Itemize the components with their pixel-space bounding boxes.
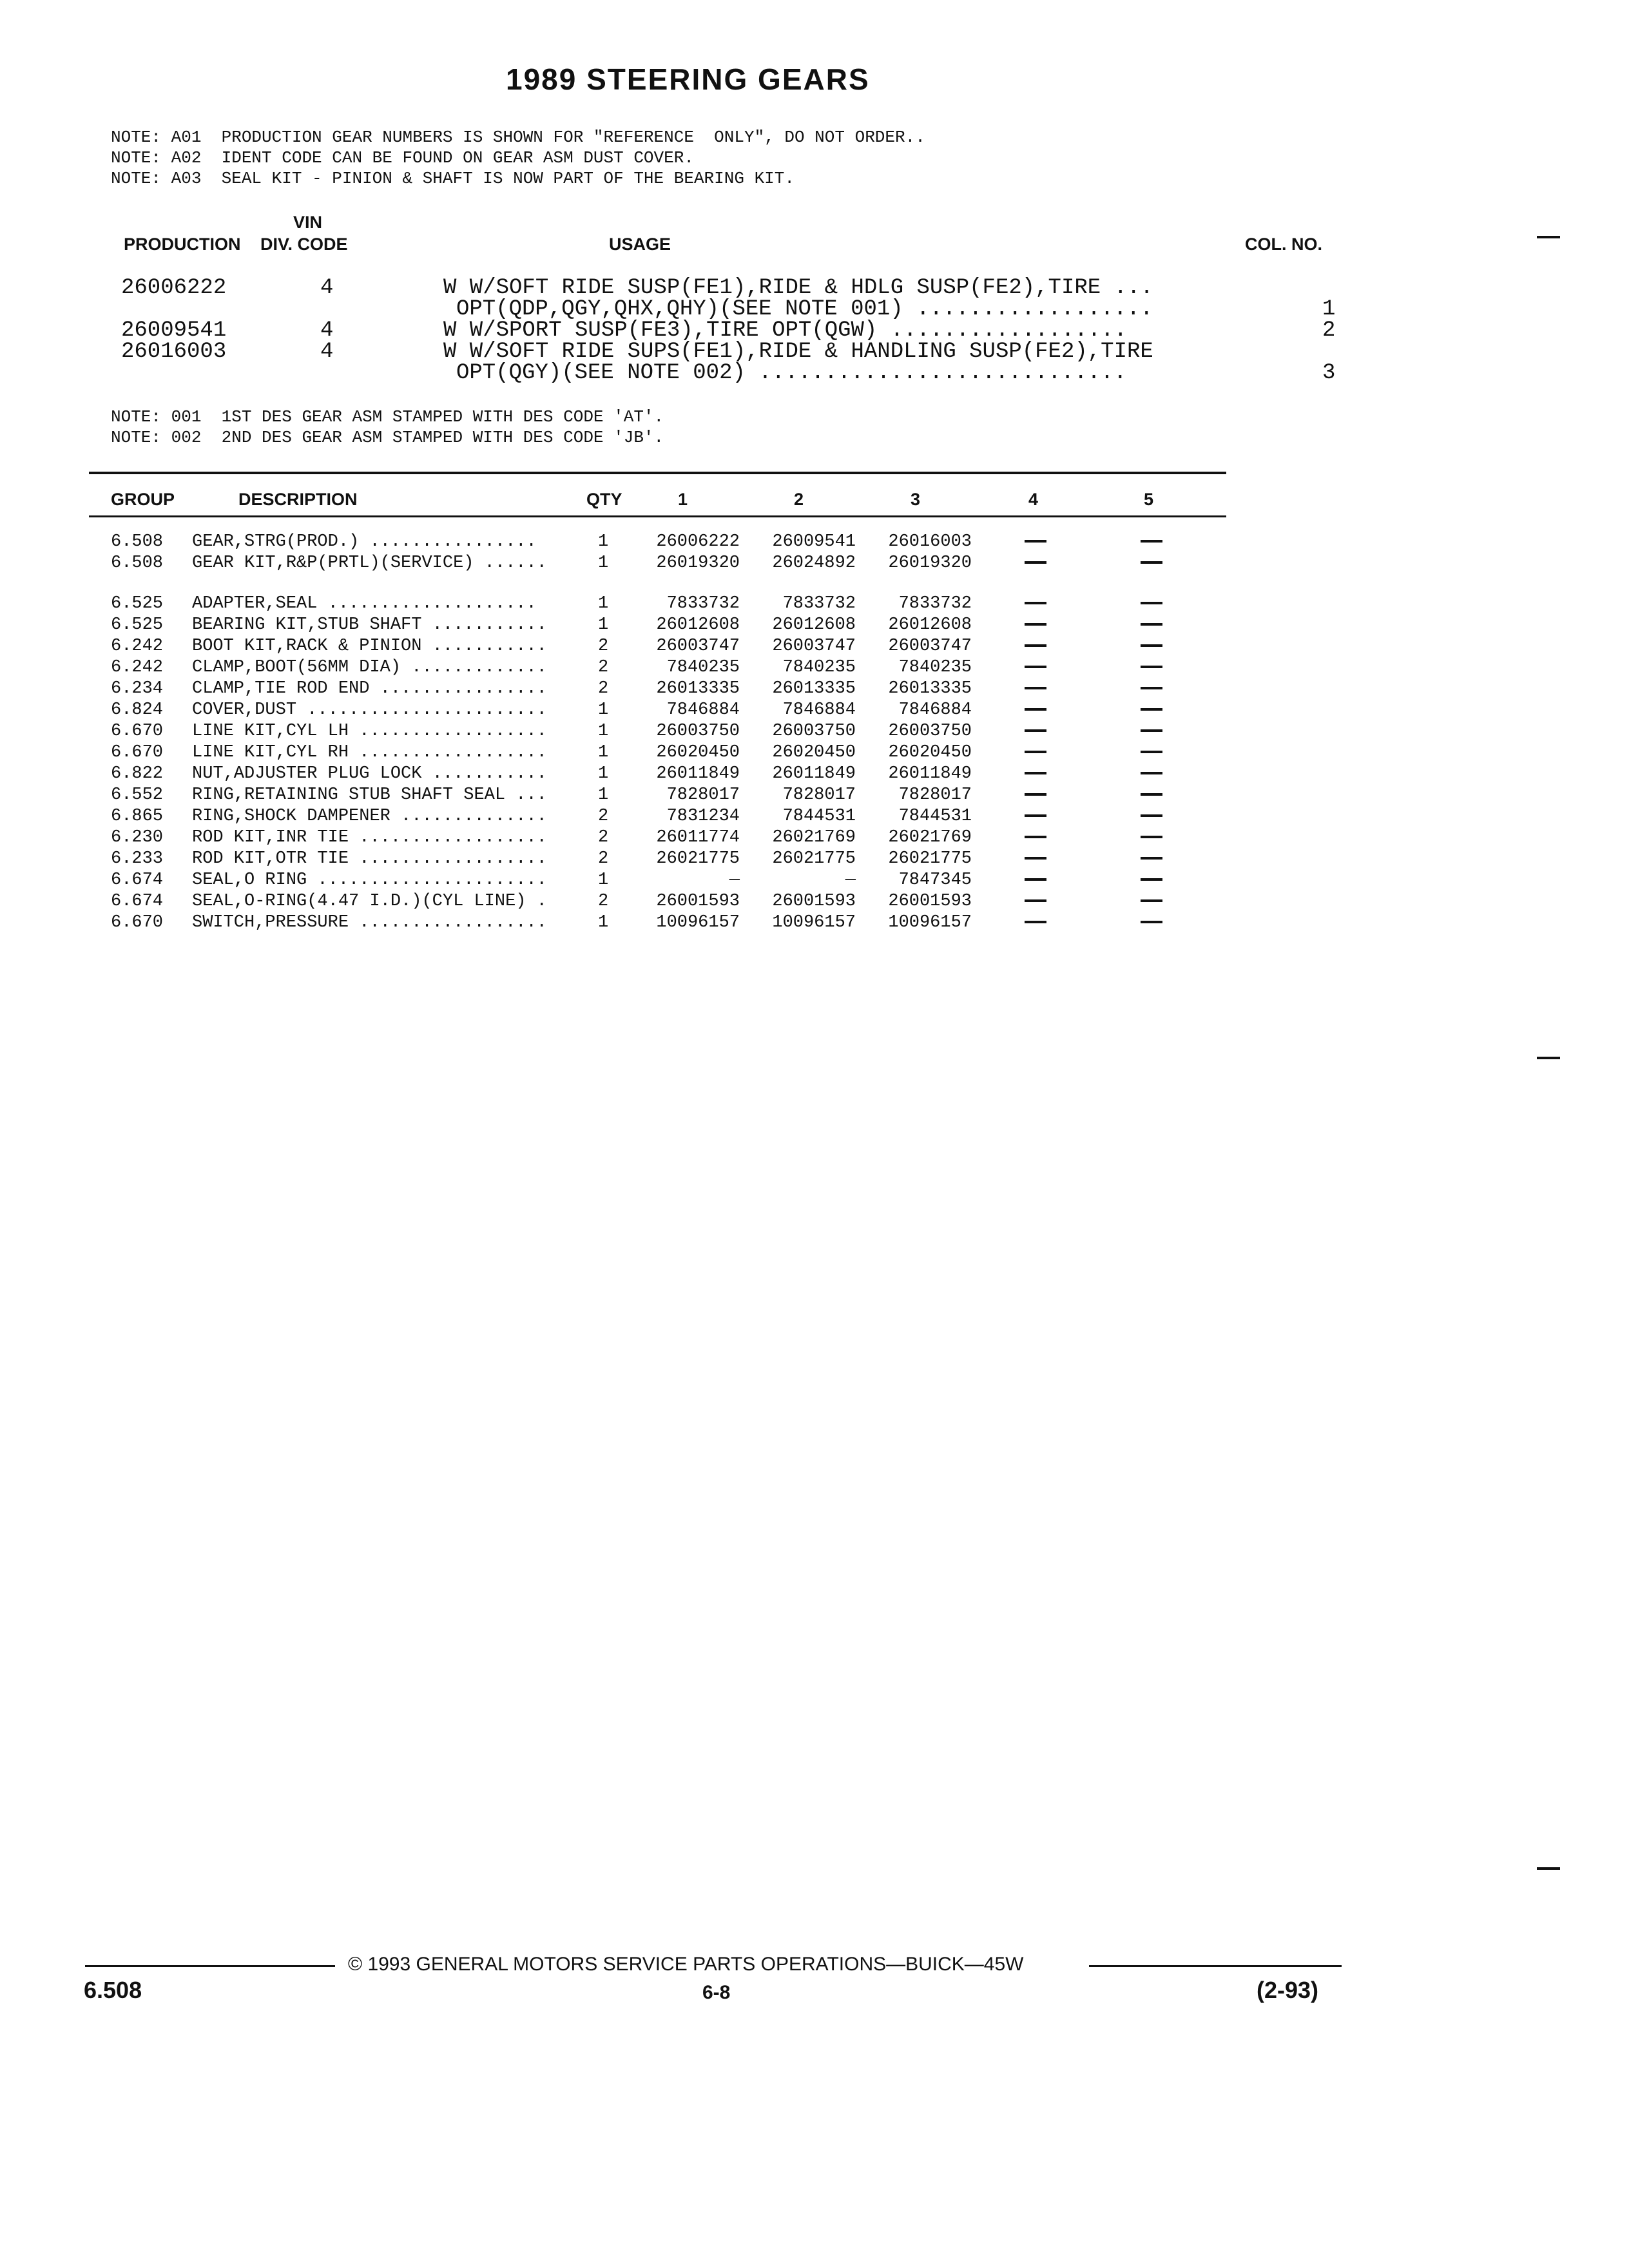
qty-cell: 1 [598, 594, 609, 613]
page-number: 6-8 [702, 1982, 731, 2003]
group-cell: 6.670 [111, 722, 164, 741]
part-number-cell: 26019320 [888, 553, 972, 573]
part-number-cell: 7840235 [782, 658, 856, 677]
description-cell: NUT,ADJUSTER PLUG LOCK ........... [192, 764, 547, 783]
group-cell: 6.670 [111, 743, 164, 762]
qty-cell: 1 [598, 615, 609, 635]
production-number: 26006222 [121, 276, 227, 300]
part-number-cell: 26009541 [772, 532, 856, 552]
part-number-cell: 7844531 [898, 807, 972, 826]
description-cell: BOOT KIT,RACK & PINION ........... [192, 637, 547, 656]
part-number-cell: 7833732 [782, 594, 856, 613]
part-number-cell: — [729, 870, 740, 890]
part-number-cell: 26020450 [772, 743, 856, 762]
description-header: DESCRIPTION [238, 490, 358, 509]
part-number-cell: 7840235 [666, 658, 740, 677]
part-number-cell: 7844531 [782, 807, 856, 826]
group-cell: 6.525 [111, 594, 164, 613]
description-cell: SWITCH,PRESSURE .................. [192, 913, 547, 932]
group-cell: 6.674 [111, 892, 164, 911]
part-number-cell: 7833732 [898, 594, 972, 613]
part-number-cell: 26020450 [656, 743, 740, 762]
empty-column-dash [1141, 708, 1162, 711]
div-code: 4 [320, 340, 334, 364]
qty-cell: 2 [598, 849, 609, 869]
page-title: 1989 STEERING GEARS [506, 62, 870, 96]
group-cell: 6.824 [111, 700, 164, 720]
description-cell: SEAL,O RING ...................... [192, 870, 547, 890]
part-number-cell: 26011849 [656, 764, 740, 783]
group-cell: 6.674 [111, 870, 164, 890]
empty-column-dash [1025, 751, 1046, 753]
part-number-cell: 26021775 [888, 849, 972, 869]
production-number: 26009541 [121, 318, 227, 343]
part-number-cell: 26001593 [656, 892, 740, 911]
empty-column-dash [1025, 687, 1046, 689]
qty-cell: 1 [598, 913, 609, 932]
revision-date: (2-93) [1257, 1977, 1319, 2003]
margin-mark [1537, 1867, 1560, 1870]
empty-column-dash [1025, 623, 1046, 626]
part-number-cell: 7846884 [782, 700, 856, 720]
col-2-header: 2 [794, 490, 804, 509]
col-number: 1 [1322, 297, 1336, 322]
part-number-cell: 26021769 [888, 828, 972, 847]
qty-cell: 1 [598, 743, 609, 762]
part-number-cell: 7831234 [666, 807, 740, 826]
empty-column-dash [1025, 729, 1046, 732]
footer-rule-left [85, 1965, 335, 1967]
col-number: 2 [1322, 318, 1336, 343]
col-1-header: 1 [678, 490, 688, 509]
note-002: NOTE: 002 2ND DES GEAR ASM STAMPED WITH DES CODE 'JB'. [111, 428, 664, 447]
div-code: 4 [320, 318, 334, 343]
group-cell: 6.552 [111, 785, 164, 805]
part-number-cell: 7828017 [898, 785, 972, 805]
description-cell: LINE KIT,CYL RH .................. [192, 743, 547, 762]
col-4-header: 4 [1028, 490, 1039, 509]
part-number-cell: 26003747 [772, 637, 856, 656]
part-number-cell: 7846884 [666, 700, 740, 720]
group-cell: 6.234 [111, 679, 164, 698]
col-3-header: 3 [911, 490, 921, 509]
table-top-rule [89, 472, 1226, 474]
description-cell: LINE KIT,CYL LH .................. [192, 722, 547, 741]
part-number-cell: 26006222 [656, 532, 740, 552]
part-number-cell: 26003750 [888, 722, 972, 741]
empty-column-dash [1025, 836, 1046, 838]
empty-column-dash [1141, 729, 1162, 732]
empty-column-dash [1141, 793, 1162, 796]
part-number-cell: 26001593 [772, 892, 856, 911]
note-a02: NOTE: A02 IDENT CODE CAN BE FOUND ON GEAR ASM DUST COVER. [111, 148, 694, 168]
qty-cell: 1 [598, 764, 609, 783]
part-number-cell: 7846884 [898, 700, 972, 720]
empty-column-dash [1141, 899, 1162, 902]
part-number-cell: 26016003 [888, 532, 972, 552]
part-number-cell: 26021769 [772, 828, 856, 847]
description-cell: GEAR KIT,R&P(PRTL)(SERVICE) ...... [192, 553, 547, 573]
production-header: PRODUCTION [124, 235, 241, 254]
col-5-header: 5 [1144, 490, 1154, 509]
group-cell: 6.242 [111, 637, 164, 656]
empty-column-dash [1141, 878, 1162, 881]
group-cell: 6.670 [111, 913, 164, 932]
description-cell: ADAPTER,SEAL .................... [192, 594, 537, 613]
qty-cell: 1 [598, 722, 609, 741]
group-header: GROUP [111, 490, 175, 509]
usage-line: OPT(QDP,QGY,QHX,QHY)(SEE NOTE 001) .................. [456, 297, 1153, 322]
group-cell: 6.508 [111, 532, 164, 552]
part-number-cell: 26020450 [888, 743, 972, 762]
usage-line: W W/SPORT SUSP(FE3),TIRE OPT(QGW) .................. [443, 318, 1127, 343]
empty-column-dash [1025, 878, 1046, 881]
group-code: 6.508 [84, 1977, 142, 2003]
description-cell: SEAL,O-RING(4.47 I.D.)(CYL LINE) . [192, 892, 547, 911]
usage-line: W W/SOFT RIDE SUPS(FE1),RIDE & HANDLING SUSP(FE2),TIRE [443, 340, 1153, 364]
usage-line: W W/SOFT RIDE SUSP(FE1),RIDE & HDLG SUSP(FE2),TIRE ... [443, 276, 1153, 300]
empty-column-dash [1025, 666, 1046, 668]
qty-header: QTY [586, 490, 622, 509]
part-number-cell: 7840235 [898, 658, 972, 677]
part-number-cell: 26013335 [656, 679, 740, 698]
qty-cell: 1 [598, 532, 609, 552]
qty-cell: 1 [598, 553, 609, 573]
empty-column-dash [1025, 540, 1046, 543]
part-number-cell: 10096157 [888, 913, 972, 932]
qty-cell: 1 [598, 870, 609, 890]
part-number-cell: 10096157 [656, 913, 740, 932]
empty-column-dash [1141, 666, 1162, 668]
part-number-cell: 26021775 [656, 849, 740, 869]
empty-column-dash [1025, 708, 1046, 711]
part-number-cell: 26011774 [656, 828, 740, 847]
note-a03: NOTE: A03 SEAL KIT - PINION & SHAFT IS NOW PART OF THE BEARING KIT. [111, 169, 795, 188]
empty-column-dash [1141, 602, 1162, 604]
empty-column-dash [1025, 561, 1046, 564]
description-cell: ROD KIT,OTR TIE .................. [192, 849, 547, 869]
part-number-cell: 26013335 [772, 679, 856, 698]
part-number-cell: 26013335 [888, 679, 972, 698]
part-number-cell: 10096157 [772, 913, 856, 932]
part-number-cell: 7828017 [782, 785, 856, 805]
margin-mark [1537, 1057, 1560, 1059]
qty-cell: 2 [598, 828, 609, 847]
qty-cell: 2 [598, 658, 609, 677]
part-number-cell: 26011849 [888, 764, 972, 783]
empty-column-dash [1141, 623, 1162, 626]
qty-cell: 2 [598, 637, 609, 656]
empty-column-dash [1025, 814, 1046, 817]
part-number-cell: 26011849 [772, 764, 856, 783]
part-number-cell: 26003747 [656, 637, 740, 656]
empty-column-dash [1025, 793, 1046, 796]
copyright: © 1993 GENERAL MOTORS SERVICE PARTS OPERATIONS—BUICK—45W [348, 1954, 1024, 1975]
empty-column-dash [1141, 561, 1162, 564]
usage-line: OPT(QGY)(SEE NOTE 002) ............................ [456, 361, 1127, 385]
col-number: 3 [1322, 361, 1336, 385]
qty-cell: 1 [598, 785, 609, 805]
part-number-cell: 26012608 [772, 615, 856, 635]
empty-column-dash [1025, 899, 1046, 902]
qty-cell: 2 [598, 807, 609, 826]
margin-mark [1537, 236, 1560, 238]
empty-column-dash [1141, 814, 1162, 817]
empty-column-dash [1141, 836, 1162, 838]
empty-column-dash [1141, 857, 1162, 860]
group-cell: 6.230 [111, 828, 164, 847]
qty-cell: 2 [598, 679, 609, 698]
group-cell: 6.242 [111, 658, 164, 677]
part-number-cell: 26003747 [888, 637, 972, 656]
group-cell: 6.508 [111, 553, 164, 573]
empty-column-dash [1141, 540, 1162, 543]
part-number-cell: 7847345 [898, 870, 972, 890]
group-cell: 6.525 [111, 615, 164, 635]
empty-column-dash [1025, 644, 1046, 647]
description-cell: ROD KIT,INR TIE .................. [192, 828, 547, 847]
production-number: 26016003 [121, 340, 227, 364]
qty-cell: 2 [598, 892, 609, 911]
vin-header: VIN [293, 213, 323, 232]
empty-column-dash [1025, 772, 1046, 774]
empty-column-dash [1141, 772, 1162, 774]
part-number-cell: 26003750 [656, 722, 740, 741]
part-number-cell: 26001593 [888, 892, 972, 911]
part-number-cell: 26012608 [656, 615, 740, 635]
group-cell: 6.233 [111, 849, 164, 869]
col-no-header: COL. NO. [1245, 235, 1322, 254]
empty-column-dash [1141, 687, 1162, 689]
part-number-cell: 26003750 [772, 722, 856, 741]
footer-rule-right [1089, 1965, 1342, 1967]
note-001: NOTE: 001 1ST DES GEAR ASM STAMPED WITH DES CODE 'AT'. [111, 407, 664, 427]
part-number-cell: — [845, 870, 856, 890]
empty-column-dash [1141, 921, 1162, 923]
empty-column-dash [1141, 751, 1162, 753]
table-header-rule [89, 515, 1226, 517]
part-number-cell: 7833732 [666, 594, 740, 613]
description-cell: RING,RETAINING STUB SHAFT SEAL ... [192, 785, 547, 805]
description-cell: RING,SHOCK DAMPENER .............. [192, 807, 547, 826]
description-cell: CLAMP,BOOT(56MM DIA) ............. [192, 658, 547, 677]
empty-column-dash [1141, 644, 1162, 647]
group-cell: 6.822 [111, 764, 164, 783]
description-cell: COVER,DUST ....................... [192, 700, 547, 720]
description-cell: BEARING KIT,STUB SHAFT ........... [192, 615, 547, 635]
part-number-cell: 26019320 [656, 553, 740, 573]
div-code: 4 [320, 276, 334, 300]
description-cell: CLAMP,TIE ROD END ................ [192, 679, 547, 698]
group-cell: 6.865 [111, 807, 164, 826]
empty-column-dash [1025, 602, 1046, 604]
note-a01: NOTE: A01 PRODUCTION GEAR NUMBERS IS SHOWN FOR "REFERENCE ONLY", DO NOT ORDER.. [111, 128, 925, 147]
part-number-cell: 26012608 [888, 615, 972, 635]
part-number-cell: 26021775 [772, 849, 856, 869]
part-number-cell: 7828017 [666, 785, 740, 805]
div-code-header: DIV. CODE [260, 235, 348, 254]
qty-cell: 1 [598, 700, 609, 720]
part-number-cell: 26024892 [772, 553, 856, 573]
empty-column-dash [1025, 857, 1046, 860]
empty-column-dash [1025, 921, 1046, 923]
description-cell: GEAR,STRG(PROD.) ................ [192, 532, 537, 552]
usage-header-label: USAGE [609, 235, 671, 254]
